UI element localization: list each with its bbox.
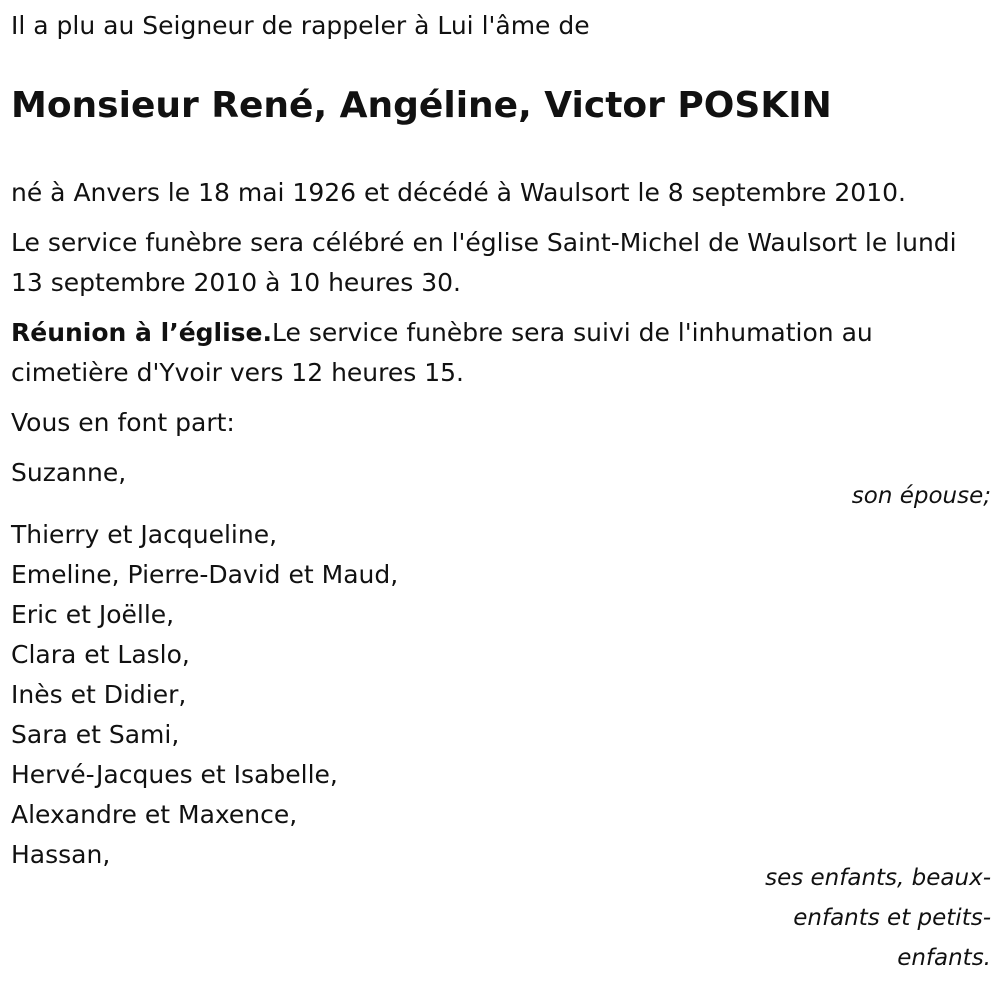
announcement-text: Vous en font part: — [11, 408, 235, 437]
reunion-text: Le service funèbre sera suivi de l'inhumation au cimetière d'Yvoir vers 12 heures 15. — [11, 318, 873, 387]
family-member: Clara et Laslo, — [11, 640, 190, 669]
family-member: Eric et Joëlle, — [11, 600, 175, 629]
family-member: Sara et Sami, — [11, 720, 180, 749]
family-member: Hassan, — [11, 840, 111, 869]
service-text: Le service funèbre sera célébré en l'église Saint-Michel de Waulsort le lundi 13 septembre 2010 à 10 heures 30. — [11, 228, 957, 297]
birth-death-text: né à Anvers le 18 mai 1926 et décédé à Waulsort le 8 septembre 2010. — [11, 178, 906, 207]
spouse-name: Suzanne, — [11, 458, 127, 487]
deceased-name: Monsieur René, Angéline, Victor POSKIN — [11, 85, 832, 126]
family-member: Alexandre et Maxence, — [11, 800, 298, 829]
family-list — [11, 515, 398, 875]
family-role: ses enfants, beaux-enfants et petits-enfants. — [765, 865, 991, 971]
family-member: Thierry et Jacqueline, — [11, 520, 278, 549]
family-member: Hervé-Jacques et Isabelle, — [11, 760, 338, 789]
family-member: Inès et Didier, — [11, 680, 187, 709]
reunion-label: Réunion à l’église. — [11, 318, 273, 347]
family-member: Emeline, Pierre-David et Maud, — [11, 560, 399, 589]
intro-text: Il a plu au Seigneur de rappeler à Lui l'âme de — [11, 11, 590, 40]
spouse-role: son épouse; — [851, 483, 991, 509]
reunion-paragraph — [11, 313, 971, 393]
